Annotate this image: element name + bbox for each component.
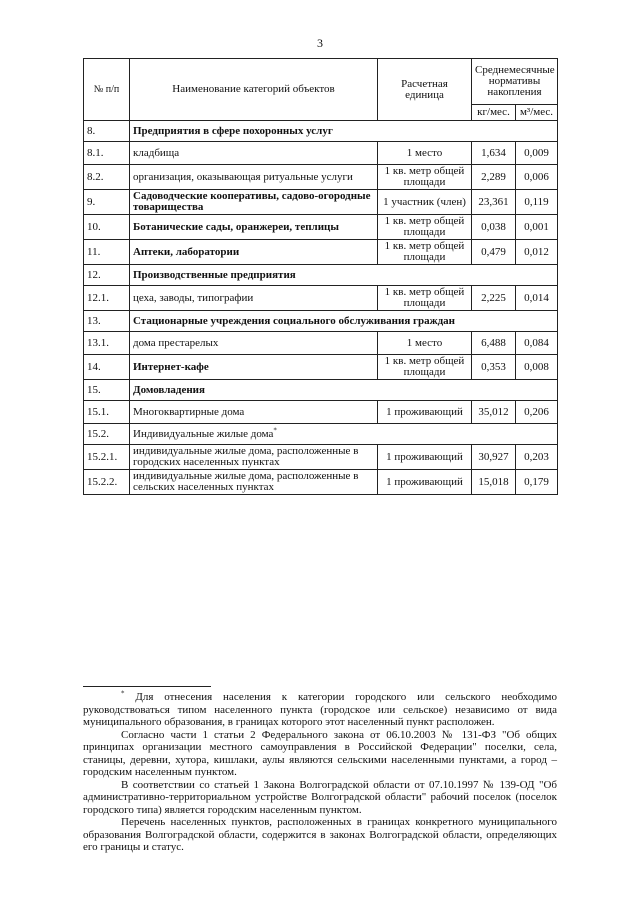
- row-norm-m3: 0,203: [516, 445, 558, 470]
- table-row: [84, 355, 558, 380]
- row-category-name: [130, 332, 378, 355]
- row-category-text: организация, оказывающая ритуальные услуги: [133, 170, 353, 183]
- row-number: 15.2.2.: [84, 470, 130, 495]
- row-category-name: [130, 380, 558, 401]
- footnote-paragraph: В соответствии со статьей 1 Закона Волгоградской области от 07.10.1997 № 139-ОД "Об административно-территориальном устройстве Волгоградской области" рабочий поселок (поселок городского типа) является городским населенным пунктом.: [83, 778, 557, 816]
- row-norm-kg: 1,634: [472, 142, 516, 165]
- row-norm-m3: 0,084: [516, 332, 558, 355]
- row-category-name: [130, 142, 378, 165]
- table-row: [84, 190, 558, 215]
- row-norm-m3: 0,006: [516, 165, 558, 190]
- row-category-text: дома престарелых: [133, 336, 219, 349]
- row-norm-kg: 15,018: [472, 470, 516, 495]
- row-category-text: Индивидуальные жилые дома: [133, 427, 274, 440]
- row-category-text: Домовладения: [133, 383, 205, 396]
- row-unit: 1 участник (член): [378, 190, 472, 215]
- header-number: № п/п: [84, 59, 130, 121]
- row-unit: 1 место: [378, 332, 472, 355]
- row-norm-m3: 0,001: [516, 215, 558, 240]
- row-unit: 1 кв. метр общей площади: [378, 286, 472, 311]
- waste-norms-table: [83, 58, 558, 495]
- row-norm-m3: 0,179: [516, 470, 558, 495]
- row-norm-kg: 0,479: [472, 240, 516, 265]
- row-norm-m3: 0,206: [516, 401, 558, 424]
- row-unit: 1 проживающий: [378, 401, 472, 424]
- table-row: [84, 215, 558, 240]
- table-row: [84, 332, 558, 355]
- footnotes: [83, 686, 557, 854]
- row-category-text: Аптеки, лаборатории: [133, 245, 240, 258]
- row-norm-kg: 0,353: [472, 355, 516, 380]
- table-row: [84, 401, 558, 424]
- row-category-text: цеха, заводы, типографии: [133, 291, 254, 304]
- header-kg: кг/мес.: [472, 105, 516, 121]
- row-norm-kg: 0,038: [472, 215, 516, 240]
- row-number: 8.: [84, 121, 130, 142]
- row-norm-kg: 35,012: [472, 401, 516, 424]
- row-norm-kg: 6,488: [472, 332, 516, 355]
- row-unit: 1 место: [378, 142, 472, 165]
- row-norm-kg: 2,225: [472, 286, 516, 311]
- header-category-name: Наименование категорий объектов: [130, 59, 378, 121]
- row-category-name: [130, 445, 378, 470]
- table-row: [84, 445, 558, 470]
- footnote-mark: *: [273, 425, 277, 434]
- row-norm-kg: 30,927: [472, 445, 516, 470]
- footnote-rule: [83, 686, 211, 687]
- table-body: [84, 121, 558, 495]
- header-unit: Расчетная единица: [378, 59, 472, 121]
- row-norm-m3: 0,009: [516, 142, 558, 165]
- row-category-name: [130, 401, 378, 424]
- header-norms: Среднемесячные нормативы накопления: [472, 59, 558, 105]
- row-category-name: [130, 165, 378, 190]
- row-category-text: Стационарные учреждения социального обслуживания граждан: [133, 314, 456, 327]
- row-category-name: [130, 311, 558, 332]
- table-row: [84, 121, 558, 142]
- table-row: [84, 424, 558, 445]
- table-row: [84, 286, 558, 311]
- row-number: 12.1.: [84, 286, 130, 311]
- row-category-name: [130, 121, 558, 142]
- row-number: 8.2.: [84, 165, 130, 190]
- row-number: 12.: [84, 265, 130, 286]
- footnote-mark: *: [121, 689, 125, 698]
- row-category-text: индивидуальные жилые дома, расположенные в городских населенных пунктах: [133, 445, 359, 468]
- table-row: [84, 142, 558, 165]
- row-number: 9.: [84, 190, 130, 215]
- table-row: [84, 380, 558, 401]
- row-number: 15.2.1.: [84, 445, 130, 470]
- row-category-name: [130, 286, 378, 311]
- row-number: 8.1.: [84, 142, 130, 165]
- row-number: 13.: [84, 311, 130, 332]
- row-category-text: Предприятия в сфере похоронных услуг: [133, 124, 333, 137]
- table-row: [84, 240, 558, 265]
- row-category-text: кладбища: [133, 146, 180, 159]
- row-category-text: Ботанические сады, оранжереи, теплицы: [133, 220, 339, 233]
- row-category-text: Садоводческие кооперативы, садово-огородные товарищества: [133, 190, 371, 213]
- footnote-paragraph: Согласно части 1 статьи 2 Федерального закона от 06.10.2003 № 131-ФЗ "Об общих принципах организации местного самоуправления в Российской Федерации" поселки, села, станицы, деревни, хутора, кишлаки, аулы являются сельскими населенными пунктами, а город – городским населенным пунктом.: [83, 728, 557, 778]
- row-unit: 1 проживающий: [378, 445, 472, 470]
- table-row: [84, 311, 558, 332]
- row-number: 15.2.: [84, 424, 130, 445]
- row-category-text: Интернет-кафе: [133, 360, 209, 373]
- row-category-name: [130, 470, 378, 495]
- row-number: 15.: [84, 380, 130, 401]
- row-unit: 1 проживающий: [378, 470, 472, 495]
- row-number: 11.: [84, 240, 130, 265]
- row-unit: 1 кв. метр общей площади: [378, 355, 472, 380]
- row-category-name: [130, 190, 378, 215]
- row-norm-kg: 2,289: [472, 165, 516, 190]
- page-number: 3: [317, 36, 323, 50]
- row-number: 10.: [84, 215, 130, 240]
- row-category-name: [130, 424, 558, 445]
- table-row: [84, 470, 558, 495]
- row-category-text: Производственные предприятия: [133, 268, 296, 281]
- row-category-name: [130, 215, 378, 240]
- row-norm-m3: 0,008: [516, 355, 558, 380]
- row-number: 15.1.: [84, 401, 130, 424]
- footnote-paragraph: Перечень населенных пунктов, расположенных в границах конкретного муниципального образования Волгоградской области, содержится в законах Волгоградской области, определяющих его границы и статус.: [83, 816, 557, 853]
- row-number: 13.1.: [84, 332, 130, 355]
- row-norm-m3: 0,119: [516, 190, 558, 215]
- row-category-name: [130, 355, 378, 380]
- row-category-name: [130, 265, 558, 286]
- row-unit: 1 кв. метр общей площади: [378, 215, 472, 240]
- row-number: 14.: [84, 355, 130, 380]
- row-norm-kg: 23,361: [472, 190, 516, 215]
- row-category-name: [130, 240, 378, 265]
- row-category-text: Многоквартирные дома: [133, 405, 245, 418]
- row-category-text: индивидуальные жилые дома, расположенные в сельских населенных пунктах: [133, 470, 359, 493]
- row-unit: 1 кв. метр общей площади: [378, 165, 472, 190]
- row-norm-m3: 0,014: [516, 286, 558, 311]
- footnote-paragraph: * Для отнесения населения к категории городского или сельского необходимо руководствоваться типом населенного пункта (городское или сельское) независимо от вида муниципального образования, в границах которого этот населенный пункт расположен.: [83, 689, 557, 728]
- header-m3: м³/мес.: [516, 105, 558, 121]
- table-row: [84, 165, 558, 190]
- table-row: [84, 265, 558, 286]
- row-norm-m3: 0,012: [516, 240, 558, 265]
- row-unit: 1 кв. метр общей площади: [378, 240, 472, 265]
